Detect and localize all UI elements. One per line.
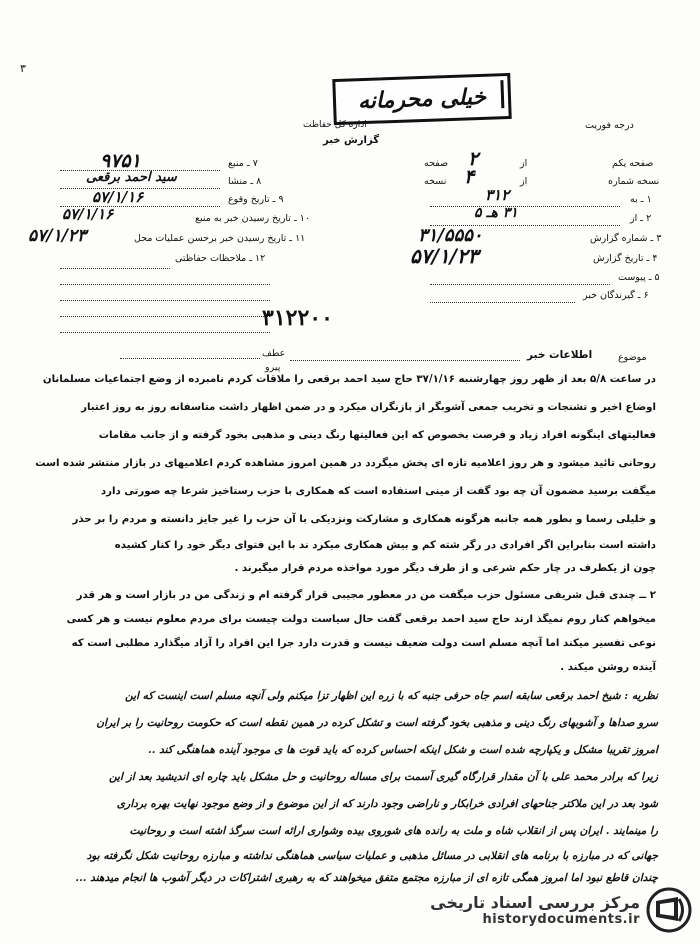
field-page-suffix: صفحه: [424, 158, 449, 169]
field-page-value: ۲: [468, 148, 479, 170]
field-attachment-label: ۵ ـ پیوست: [618, 272, 660, 283]
body-line: چون از یکطرف در چار حکم شرعی و از طرف دیگر مورد مواخذه مردم قرار میگیرند .: [234, 563, 656, 574]
peyro-label: پیرو: [265, 362, 281, 373]
field-origin-value: سید احمد برقعی: [86, 170, 177, 185]
subject-value: اطلاعات خبر: [527, 349, 593, 361]
field-to-value: ۳۱۲: [485, 186, 510, 204]
body-line: در ساعت ۵/۸ بعد از ظهر روز چهارشنبه ۳۷/۱/۱۶ حاج سید احمد برقعی را ملاقات کردم نامبرده از وضع اجتماعیات مسلمانان: [42, 374, 656, 385]
field-news-received-label: ۱۰ ـ تاریخ رسیدن خبر به منبع: [195, 213, 310, 224]
body-line: و خلیلی رسما و بطور همه جانبه هرگونه همکاری و مشارکت ونزدیکی با آن حزب را غیر جایز دانسته و مردم را بر حذر: [72, 514, 656, 525]
body-line: اوضاع اخیر و تشنجات و تخریب جمعی آشوبگر از بازنگران میکرد و در ضمن اظهار داشت متاسفانه روز به روز اعتبار: [81, 402, 656, 413]
body-line: میخواهم کنار روم نمیگذ ارند حاج سید احمد برقعی گفت حال سیاست دولت چیست برای مردم معلوم نیست و هر کسی: [66, 614, 656, 625]
field-page-label: صفحه یکم: [612, 158, 654, 169]
field-copy-suffix: نسخه: [424, 176, 447, 187]
field-source-label: ۷ ـ منبع: [228, 158, 258, 169]
field-copy-label: نسخه شماره: [608, 176, 660, 187]
field-origin-label: ۸ ـ منشا: [228, 176, 262, 187]
body-line: روحانی تائید میشود و هر روز اعلامیه تازه ای پخش میگردد در همین امروز مشاهده کردم اعلامیهای در بازار منتشر شده است: [35, 458, 656, 469]
field-event-date-value: ۵۷/۱/۱۶: [92, 188, 144, 206]
stamp-text: خیلی محرمانه: [357, 83, 487, 115]
field-arrival-date-label: ۱۱ ـ تاریخ رسیدن خبر برحسن عملیات محل: [134, 233, 306, 244]
field-report-date-value: ۵۷/۱/۲۳: [410, 244, 479, 268]
field-arrival-date-value: ۵۷/۱/۲۳: [28, 226, 87, 246]
body-line: میگفت برسید مضمون آن چه بود گفت از مینی استفاده است که همکاری با حزب رستاخیز شرعا چه صورتی دارد: [100, 486, 656, 497]
body-line: ۲ ــ چندی قبل شریفی مسئول حزب میگفت من در معطور مجیبی قرار گرفته ام و زندگی من در بازار است و هر قدر: [76, 590, 656, 601]
field-event-date-label: ۹ ـ تاریخ وقوع: [228, 194, 284, 205]
field-copy-mid: از: [520, 176, 528, 187]
field-remarks-label: ۱۲ ـ ملاحظات حفاظتی: [175, 253, 266, 264]
field-news-received-value: ۵۷/۱/۱۶: [62, 205, 114, 223]
body-line: نوعی تفسیر میکند اما آنچه مسلم است دولت ضعیف نیست و قدرت دارد جرا این افراد را آزاد میگذارد مطلبی است که: [71, 638, 656, 649]
report-title: گزارش خبر: [323, 135, 380, 146]
watermark-title: مرکز بررسی اسناد تاریخی: [430, 893, 640, 912]
handwritten-line: نظریه : شیخ احمد برقعی سابقه اسم جاه حرفی جنبه که با زره این اظهار تزا میکنم ولی آنچه مسلم است اینست که این: [125, 690, 658, 702]
subject-label: موضوع: [618, 352, 647, 363]
field-report-no-label: ۳ ـ شماره گزارش: [590, 233, 662, 244]
page-marker: ٣: [20, 62, 26, 75]
body-line: آینده روشن میکند .: [560, 662, 656, 673]
handwritten-line: را مینمایند . ایران پس از انقلاب شاه و ملت به رانده های شوروی بیده وشواری ارائه است سرگذ اشته است و روحانیت: [129, 825, 658, 837]
confidential-stamp: [332, 73, 511, 125]
field-report-date-label: ۴ ـ تاریخ گزارش: [593, 253, 658, 264]
archive-logo-icon: [646, 887, 692, 933]
atf-label: عطف: [262, 348, 286, 359]
watermark-url: historydocuments.ir: [482, 912, 640, 927]
handwritten-line: زیرا که برادر محمد علی با آن مقدار قرارگاه گیری آسمت برای مساله روحانیت و حل مشکل باید چاره ای اندیشید بعد از این: [108, 771, 658, 783]
archive-watermark: [422, 880, 692, 940]
handwritten-line: سرو صداها و آشوبهای رنگ دینی و مذهبی بخود گرفته است و تشکل کرده در همین نقطه است که حکومت روحانیت را بر ایران: [96, 717, 658, 729]
field-from-value: ۳۱ هـ ۵: [474, 205, 518, 221]
handwritten-line: جهانی که در مبارزه با برنامه های انقلابی در مسائل مذهبی و عملیات سیاسی هماهنگی نداشته و مبارزه روحانیت شکل نگرفته بود: [86, 850, 658, 862]
department-label: اداره کل حفاظت: [303, 120, 367, 130]
handwritten-line: امروز تقریبا مشکل و یکپارچه شده است و شکل اینکه احساس کرده که باید قوت ها ی موجود آینده هماهنگی کند ..: [148, 744, 658, 756]
body-line: فعالیتهای اینگونه افراد زیاد و فرصت بخصوص که این فعالیتها رنگ دینی و مذهبی بخود گرفته و از جانب مقامات: [98, 430, 656, 441]
reference-number: ۳۱۲۲۰۰: [262, 305, 333, 331]
field-to-label: ۱ ـ به: [630, 194, 652, 205]
handwritten-line: شود بعد در این ملاکتر جناحهای افرادی خرابکار و ناراضی وجود دارند که از این موضوع و از وضع موجود نهایت بهره برداری: [116, 798, 658, 810]
field-page-mid: از: [520, 158, 528, 169]
field-copy-value: ۴: [464, 166, 475, 188]
field-from-label: ۲ ـ از: [630, 213, 652, 224]
handwritten-line: چندان قاطع نبود اما امروز همگی تازه ای از مبارزه مجتمع متفق میخواهند که به رهبری اشتراکات در دیگر آشوب ها انجام میدهند ...: [75, 872, 658, 884]
field-report-no-value: ۳۱/۵۵۵۰: [418, 225, 483, 246]
priority-label: درجه فوریت: [585, 120, 634, 131]
body-line: داشته است بنابراین اگر افرادی در رگر شته کم و بیش همکاری میکرد ند با این فتوای دیگر خود را کنار کشیده: [114, 540, 656, 551]
field-source-value: ۹۷۵۱: [100, 150, 141, 172]
stamp-bar-icon: [500, 80, 504, 108]
field-recipients-label: ۶ ـ گیرندگان خبر: [583, 290, 649, 301]
